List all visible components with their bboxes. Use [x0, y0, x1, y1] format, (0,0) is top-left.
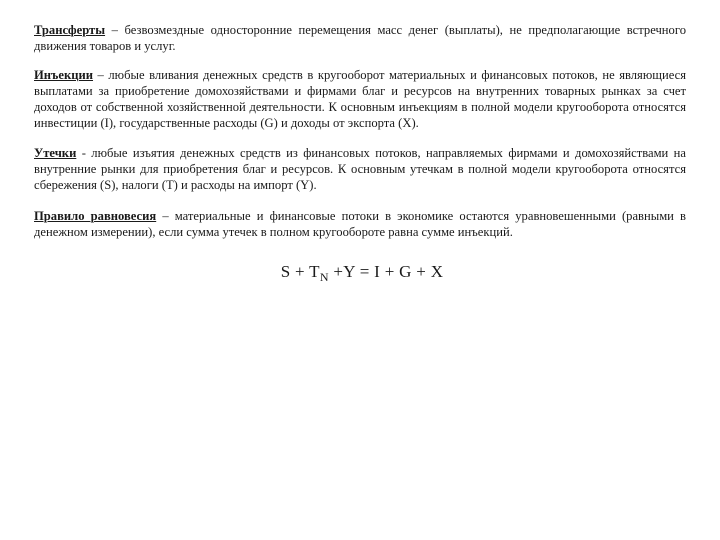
- term-injections: Инъекции: [34, 67, 94, 82]
- definition-equilibrium-rule: – материальные и финансовые потоки в экономике остаются уравновешенными (равными в денежном измерении), если сумма утечек в полном кругообороте равна сумме инъекций.: [34, 208, 686, 239]
- paragraph-equilibrium-rule: [34, 208, 686, 241]
- formula-subscript: N: [319, 270, 329, 285]
- term-leakages: Утечки: [34, 145, 77, 160]
- term-transfers: Трансферты: [34, 23, 106, 37]
- definition-injections: – любые вливания денежных средств в кругооборот материальных и финансовых потоков, не являющиеся выплатами за приобретение домохозяйствами и фирмами благ и ресурсов на внутренних товарных рынках за счет доходов от собственной хозяйственной деятельности. К основным инъекциям в полной модели кругооборота относятся инвестиции (I), государственные расходы (G) и доходы от экспорта (X).: [34, 67, 686, 131]
- definition-transfers: – безвозмездные односторонние перемещения масс денег (выплаты), не предполагающие встречного движения товаров и услуг.: [34, 23, 686, 54]
- document-page: [34, 22, 686, 285]
- formula-left-start: S + T: [280, 262, 320, 282]
- equilibrium-formula: [34, 262, 686, 285]
- definition-leakages: - любые изъятия денежных средств из финансовых потоков, направляемых фирмами и домохозяйствами на внутренние рынки для приобретения благ и ресурсов. К основным утечкам в полной модели кругооборота относятся сбережения (S), налоги (T) и расходы на импорт (Y).: [34, 145, 686, 193]
- paragraph-leakages: [34, 145, 686, 194]
- paragraph-injections: [34, 67, 686, 132]
- term-equilibrium-rule: Правило равновесия: [34, 208, 157, 223]
- paragraph-transfers: [34, 22, 686, 55]
- formula-left-end: +Y = I + G + X: [328, 262, 444, 282]
